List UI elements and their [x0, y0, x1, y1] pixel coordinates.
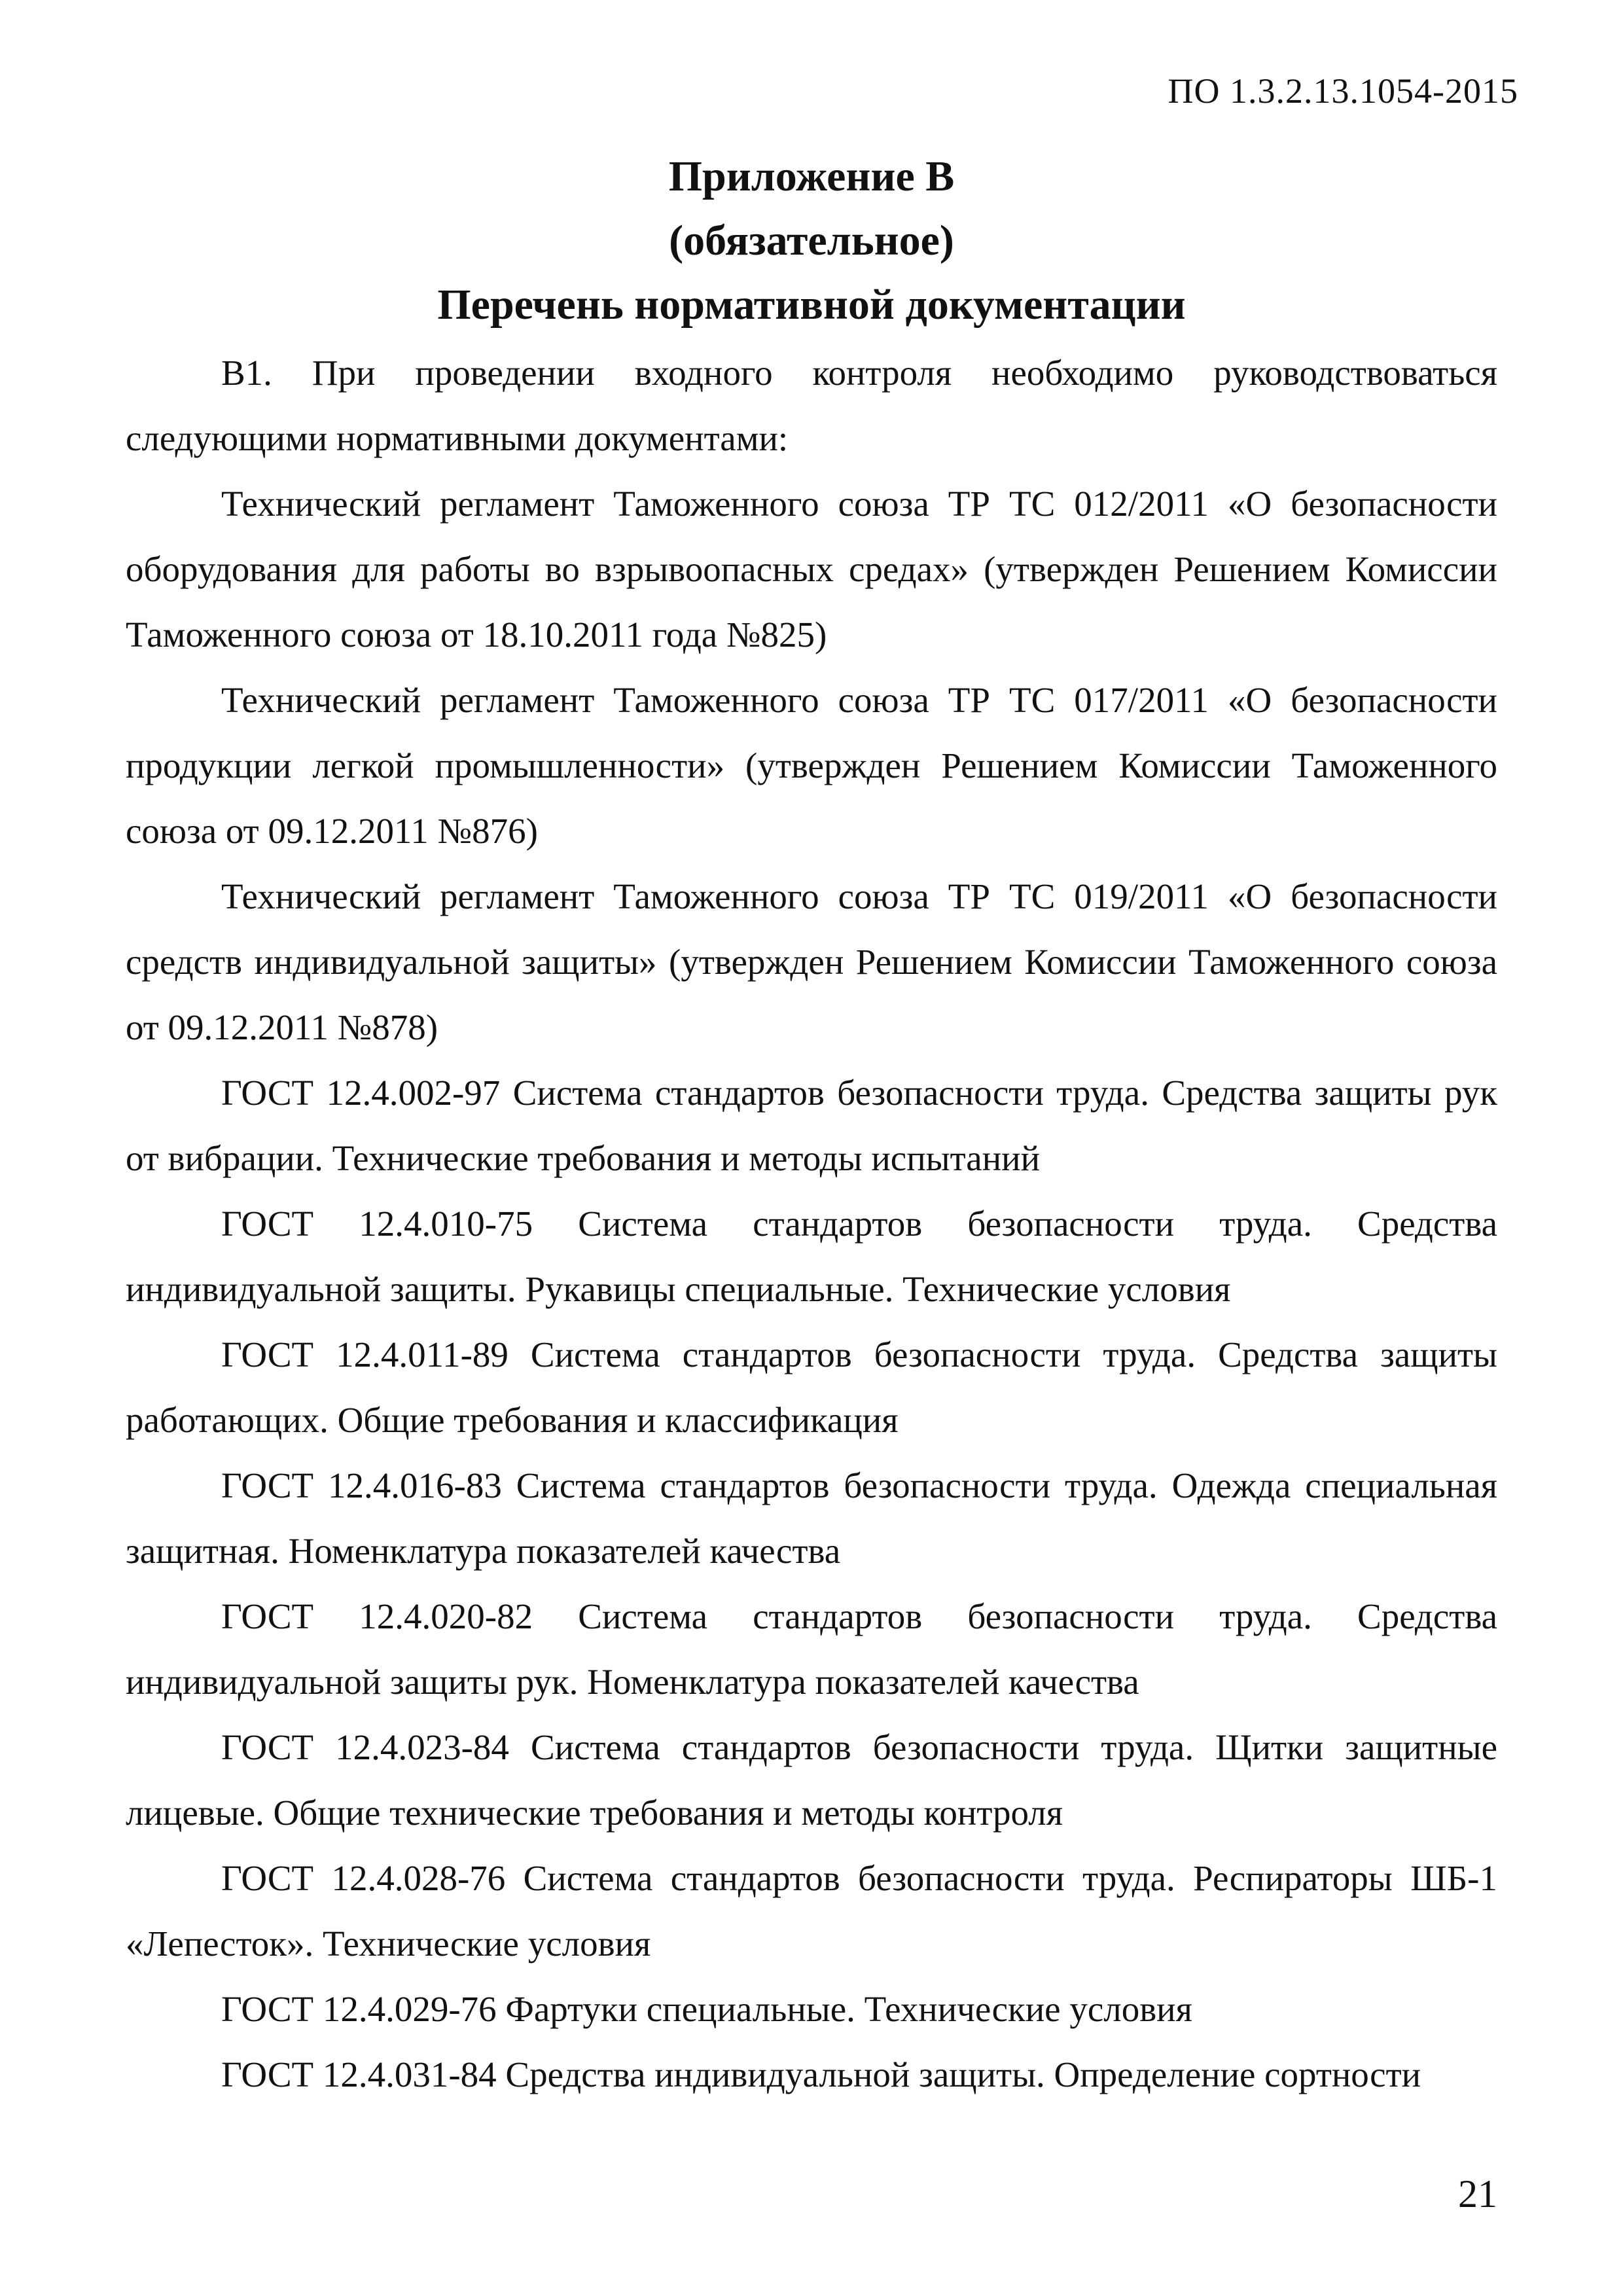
reference-item: ГОСТ 12.4.029-76 Фартуки специальные. Технические условия [221, 1989, 1192, 2029]
reference-item: ГОСТ 12.4.031-84 Средства индивидуальной защиты. Определение сортности [221, 2054, 1421, 2094]
appendix-subtitle: Перечень нормативной документации [437, 281, 1186, 329]
reference-item: ГОСТ 12.4.010-75 Система стандартов безопасности труда. Средства индивидуальной защиты. Рукавицы специальные. Технические условия [126, 1204, 1497, 1309]
appendix-status: (обязательное) [669, 217, 954, 264]
page-number: 21 [1458, 2172, 1497, 2215]
reference-item: ГОСТ 12.4.028-76 Система стандартов безопасности труда. Респираторы ШБ-1 «Лепесток». Технические условия [126, 1858, 1497, 1964]
appendix-title: Приложение В [668, 152, 955, 200]
reference-item: ГОСТ 12.4.020-82 Система стандартов безопасности труда. Средства индивидуальной защиты рук. Номенклатура показателей качества [126, 1596, 1497, 1702]
paragraph-intro: В1. При проведении входного контроля необходимо руководствоваться следующими нормативными документами: [126, 353, 1497, 458]
reference-item: Технический регламент Таможенного союза ТР ТС 019/2011 «О безопасности средств индивидуальной защиты» (утвержден Решением Комиссии Таможенного союза от 09.12.2011 №878) [126, 876, 1497, 1047]
document-code: ПО 1.3.2.13.1054-2015 [1168, 71, 1518, 111]
document-body [126, 340, 1497, 2108]
reference-item: ГОСТ 12.4.011-89 Система стандартов безопасности труда. Средства защиты работающих. Общие требования и классификация [126, 1335, 1497, 1440]
reference-item: Технический регламент Таможенного союза ТР ТС 012/2011 «О безопасности оборудования для работы во взрывоопасных средах» (утвержден Решением Комиссии Таможенного союза от 18.10.2011 года №825) [126, 484, 1497, 655]
reference-item: ГОСТ 12.4.023-84 Система стандартов безопасности труда. Щитки защитные лицевые. Общие технические требования и методы контроля [126, 1727, 1497, 1833]
reference-item: ГОСТ 12.4.016-83 Система стандартов безопасности труда. Одежда специальная защитная. Номенклатура показателей качества [126, 1465, 1497, 1571]
reference-item: ГОСТ 12.4.002-97 Система стандартов безопасности труда. Средства защиты рук от вибрации. Технические требования и методы испытаний [126, 1073, 1497, 1178]
reference-item: Технический регламент Таможенного союза ТР ТС 017/2011 «О безопасности продукции легкой промышленности» (утвержден Решением Комиссии Таможенного союза от 09.12.2011 №876) [126, 680, 1497, 851]
